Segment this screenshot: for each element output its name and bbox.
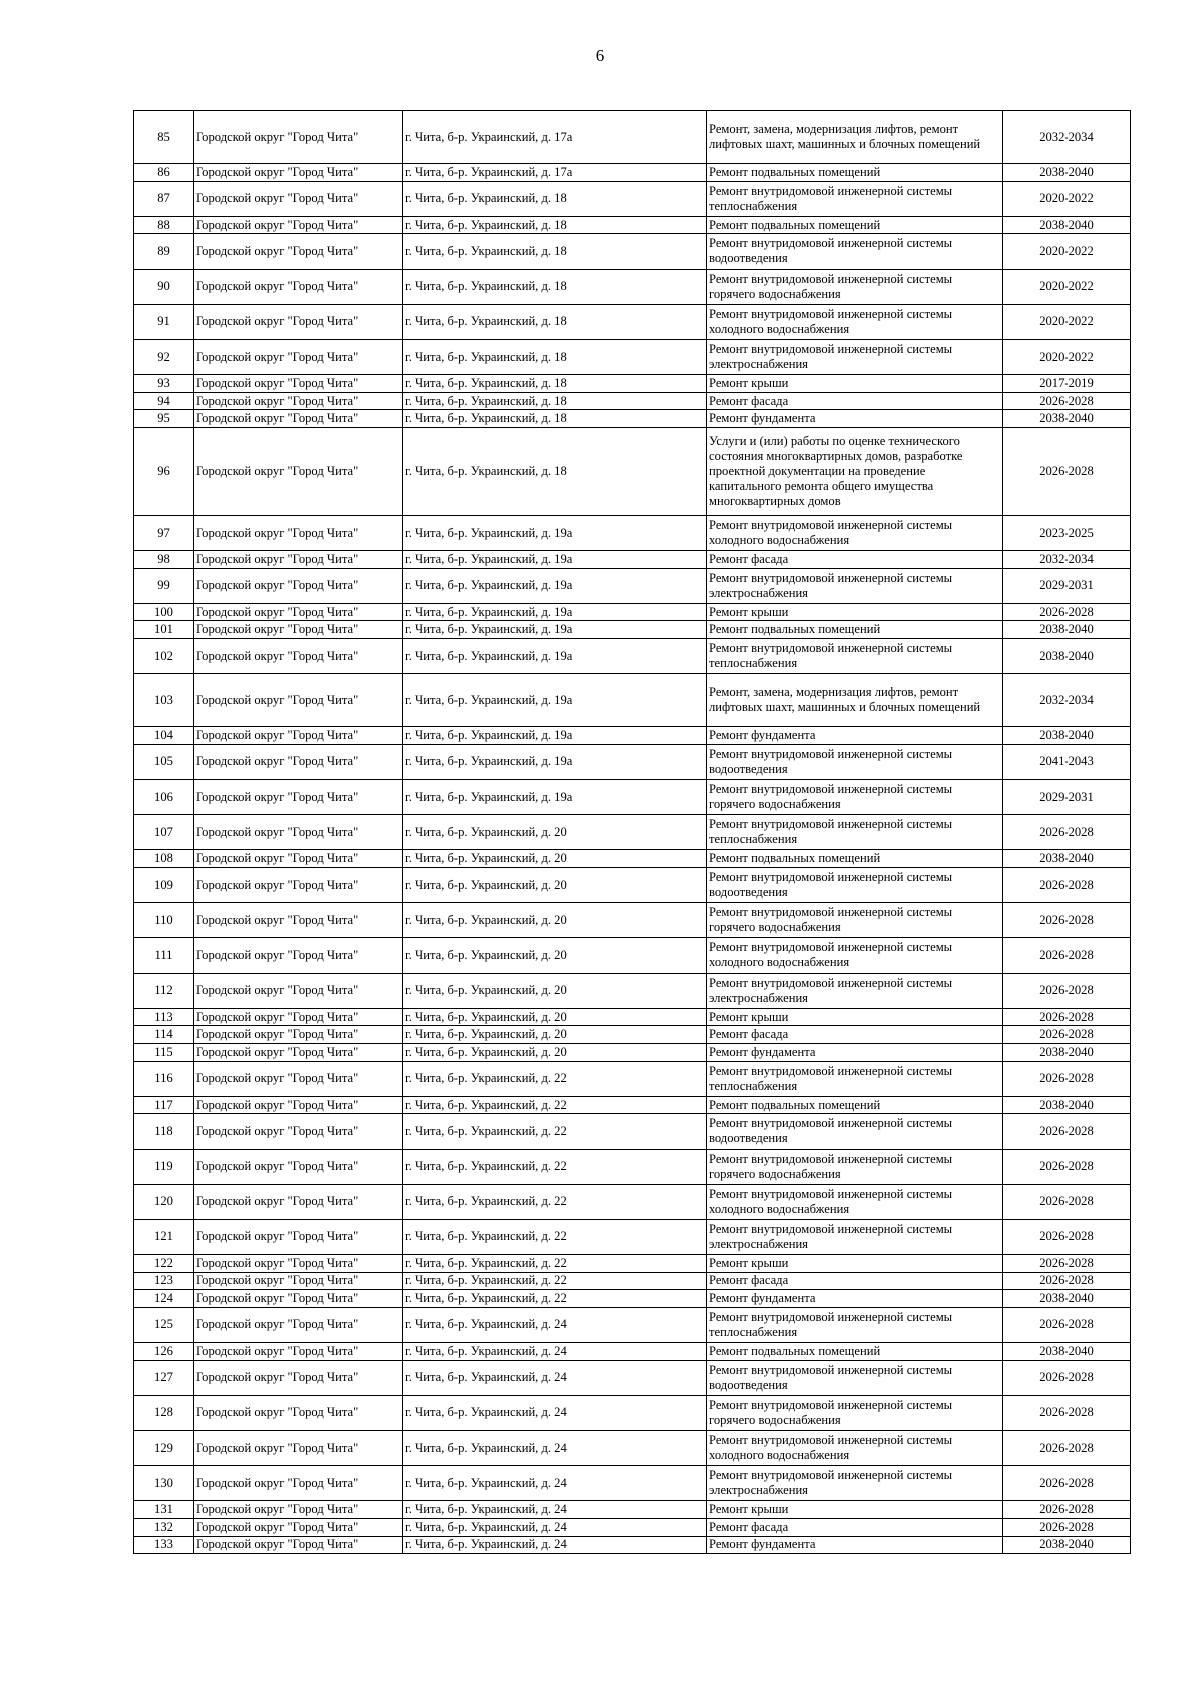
work-type-cell: Ремонт внутридомовой инженерной системы электроснабжения: [707, 1219, 1003, 1254]
municipality-cell: Городской округ "Город Чита": [194, 1096, 403, 1114]
municipality-cell: Городской округ "Город Чита": [194, 1219, 403, 1254]
table-row: [134, 780, 1131, 815]
address-cell: г. Чита, б-р. Украинский, д. 18: [403, 181, 707, 216]
row-number-cell: 101: [134, 621, 194, 639]
period-cell: 2032-2034: [1003, 551, 1131, 569]
work-type-cell: Ремонт крыши: [707, 603, 1003, 621]
work-type-cell: Ремонт подвальных помещений: [707, 216, 1003, 234]
municipality-cell: Городской округ "Город Чита": [194, 1290, 403, 1308]
address-cell: г. Чита, б-р. Украинский, д. 18: [403, 339, 707, 374]
row-number-cell: 99: [134, 568, 194, 603]
municipality-cell: Городской округ "Город Чита": [194, 1501, 403, 1519]
address-cell: г. Чита, б-р. Украинский, д. 18: [403, 269, 707, 304]
municipality-cell: Городской округ "Город Чита": [194, 868, 403, 903]
address-cell: г. Чита, б-р. Украинский, д. 20: [403, 815, 707, 850]
table-row: [134, 304, 1131, 339]
table-row: [134, 392, 1131, 410]
address-cell: г. Чита, б-р. Украинский, д. 19а: [403, 727, 707, 745]
table-row: [134, 269, 1131, 304]
table-row: [134, 1501, 1131, 1519]
table-row: [134, 1518, 1131, 1536]
period-cell: 2038-2040: [1003, 1290, 1131, 1308]
row-number-cell: 90: [134, 269, 194, 304]
period-cell: 2020-2022: [1003, 339, 1131, 374]
municipality-cell: Городской округ "Город Чита": [194, 1307, 403, 1342]
municipality-cell: Городской округ "Город Чита": [194, 815, 403, 850]
work-type-cell: Ремонт внутридомовой инженерной системы горячего водоснабжения: [707, 780, 1003, 815]
period-cell: 2038-2040: [1003, 1343, 1131, 1361]
municipality-cell: Городской округ "Город Чита": [194, 903, 403, 938]
table-row: [134, 339, 1131, 374]
work-type-cell: Ремонт внутридомовой инженерной системы холодного водоснабжения: [707, 515, 1003, 550]
municipality-cell: Городской округ "Город Чита": [194, 181, 403, 216]
address-cell: г. Чита, б-р. Украинский, д. 20: [403, 973, 707, 1008]
municipality-cell: Городской округ "Город Чита": [194, 164, 403, 182]
work-type-cell: Ремонт внутридомовой инженерной системы холодного водоснабжения: [707, 1431, 1003, 1466]
table-row: [134, 1061, 1131, 1096]
row-number-cell: 87: [134, 181, 194, 216]
table-row: [134, 903, 1131, 938]
row-number-cell: 88: [134, 216, 194, 234]
table-row: [134, 1536, 1131, 1554]
table-row: [134, 621, 1131, 639]
municipality-cell: Городской округ "Город Чита": [194, 1043, 403, 1061]
work-type-cell: Ремонт фасада: [707, 1518, 1003, 1536]
row-number-cell: 102: [134, 639, 194, 674]
work-type-cell: Ремонт внутридомовой инженерной системы электроснабжения: [707, 568, 1003, 603]
table-row: [134, 1008, 1131, 1026]
address-cell: г. Чита, б-р. Украинский, д. 22: [403, 1184, 707, 1219]
period-cell: 2038-2040: [1003, 727, 1131, 745]
page-number: 6: [595, 46, 605, 65]
work-type-cell: Ремонт внутридомовой инженерной системы теплоснабжения: [707, 1307, 1003, 1342]
address-cell: г. Чита, б-р. Украинский, д. 20: [403, 903, 707, 938]
address-cell: г. Чита, б-р. Украинский, д. 18: [403, 216, 707, 234]
table-row: [134, 111, 1131, 164]
work-type-cell: Ремонт внутридомовой инженерной системы водоотведения: [707, 744, 1003, 779]
row-number-cell: 103: [134, 674, 194, 727]
municipality-cell: Городской округ "Город Чита": [194, 780, 403, 815]
row-number-cell: 111: [134, 938, 194, 973]
period-cell: 2038-2040: [1003, 639, 1131, 674]
table-row: [134, 551, 1131, 569]
period-cell: 2038-2040: [1003, 1096, 1131, 1114]
period-cell: 2026-2028: [1003, 1255, 1131, 1273]
municipality-cell: Городской округ "Город Чита": [194, 1360, 403, 1395]
table-row: [134, 1043, 1131, 1061]
work-type-cell: Ремонт подвальных помещений: [707, 850, 1003, 868]
table-row: [134, 181, 1131, 216]
work-type-cell: Ремонт внутридомовой инженерной системы горячего водоснабжения: [707, 1149, 1003, 1184]
work-type-cell: Ремонт внутридомовой инженерной системы горячего водоснабжения: [707, 1395, 1003, 1430]
row-number-cell: 97: [134, 515, 194, 550]
period-cell: 2026-2028: [1003, 1008, 1131, 1026]
address-cell: г. Чита, б-р. Украинский, д. 22: [403, 1149, 707, 1184]
work-type-cell: Ремонт внутридомовой инженерной системы холодного водоснабжения: [707, 1184, 1003, 1219]
row-number-cell: 98: [134, 551, 194, 569]
work-type-cell: Ремонт фасада: [707, 551, 1003, 569]
table-row: [134, 744, 1131, 779]
work-type-cell: Ремонт фундамента: [707, 410, 1003, 428]
table-row: [134, 1290, 1131, 1308]
table-row: [134, 568, 1131, 603]
work-type-cell: Услуги и (или) работы по оценке технического состояния многоквартирных домов, разработке проектной документации на проведение капитального ремонта общего имущества многоквартирных домов: [707, 427, 1003, 515]
address-cell: г. Чита, б-р. Украинский, д. 19а: [403, 674, 707, 727]
municipality-cell: Городской округ "Город Чита": [194, 1431, 403, 1466]
period-cell: 2026-2028: [1003, 1501, 1131, 1519]
period-cell: 2026-2028: [1003, 1395, 1131, 1430]
work-type-cell: Ремонт фундамента: [707, 1536, 1003, 1554]
table-row: [134, 603, 1131, 621]
municipality-cell: Городской округ "Город Чита": [194, 111, 403, 164]
period-cell: 2026-2028: [1003, 1518, 1131, 1536]
municipality-cell: Городской округ "Город Чита": [194, 1114, 403, 1149]
row-number-cell: 131: [134, 1501, 194, 1519]
address-cell: г. Чита, б-р. Украинский, д. 24: [403, 1431, 707, 1466]
work-type-cell: Ремонт фасада: [707, 392, 1003, 410]
address-cell: г. Чита, б-р. Украинский, д. 20: [403, 1026, 707, 1044]
table-row: [134, 1360, 1131, 1395]
period-cell: 2026-2028: [1003, 1307, 1131, 1342]
address-cell: г. Чита, б-р. Украинский, д. 19а: [403, 639, 707, 674]
table-row: [134, 375, 1131, 393]
work-type-cell: Ремонт внутридомовой инженерной системы теплоснабжения: [707, 639, 1003, 674]
address-cell: г. Чита, б-р. Украинский, д. 17а: [403, 111, 707, 164]
address-cell: г. Чита, б-р. Украинский, д. 20: [403, 1043, 707, 1061]
period-cell: 2038-2040: [1003, 1043, 1131, 1061]
period-cell: 2026-2028: [1003, 815, 1131, 850]
row-number-cell: 107: [134, 815, 194, 850]
work-type-cell: Ремонт подвальных помещений: [707, 1096, 1003, 1114]
address-cell: г. Чита, б-р. Украинский, д. 22: [403, 1272, 707, 1290]
address-cell: г. Чита, б-р. Украинский, д. 18: [403, 427, 707, 515]
table-row: [134, 1307, 1131, 1342]
work-type-cell: Ремонт внутридомовой инженерной системы горячего водоснабжения: [707, 903, 1003, 938]
work-type-cell: Ремонт внутридомовой инженерной системы электроснабжения: [707, 1466, 1003, 1501]
work-type-cell: Ремонт фасада: [707, 1272, 1003, 1290]
period-cell: 2038-2040: [1003, 216, 1131, 234]
address-cell: г. Чита, б-р. Украинский, д. 19а: [403, 515, 707, 550]
work-type-cell: Ремонт фундамента: [707, 1043, 1003, 1061]
address-cell: г. Чита, б-р. Украинский, д. 18: [403, 375, 707, 393]
table-row: [134, 1395, 1131, 1430]
work-type-cell: Ремонт внутридомовой инженерной системы горячего водоснабжения: [707, 269, 1003, 304]
table-row: [134, 1255, 1131, 1273]
period-cell: 2041-2043: [1003, 744, 1131, 779]
municipality-cell: Городской округ "Город Чита": [194, 339, 403, 374]
table-row: [134, 727, 1131, 745]
work-type-cell: Ремонт внутридомовой инженерной системы холодного водоснабжения: [707, 304, 1003, 339]
period-cell: 2026-2028: [1003, 1431, 1131, 1466]
table-row: [134, 1343, 1131, 1361]
municipality-cell: Городской округ "Город Чита": [194, 568, 403, 603]
table-row: [134, 674, 1131, 727]
period-cell: 2029-2031: [1003, 780, 1131, 815]
period-cell: 2026-2028: [1003, 1272, 1131, 1290]
municipality-cell: Городской округ "Город Чита": [194, 1255, 403, 1273]
municipality-cell: Городской округ "Город Чита": [194, 1061, 403, 1096]
row-number-cell: 121: [134, 1219, 194, 1254]
table-row: [134, 973, 1131, 1008]
table-row: [134, 164, 1131, 182]
row-number-cell: 132: [134, 1518, 194, 1536]
period-cell: 2017-2019: [1003, 375, 1131, 393]
row-number-cell: 96: [134, 427, 194, 515]
municipality-cell: Городской округ "Город Чита": [194, 938, 403, 973]
row-number-cell: 119: [134, 1149, 194, 1184]
row-number-cell: 123: [134, 1272, 194, 1290]
period-cell: 2020-2022: [1003, 181, 1131, 216]
row-number-cell: 100: [134, 603, 194, 621]
row-number-cell: 85: [134, 111, 194, 164]
address-cell: г. Чита, б-р. Украинский, д. 19а: [403, 551, 707, 569]
municipality-cell: Городской округ "Город Чита": [194, 744, 403, 779]
address-cell: г. Чита, б-р. Украинский, д. 22: [403, 1114, 707, 1149]
address-cell: г. Чита, б-р. Украинский, д. 19а: [403, 568, 707, 603]
work-type-cell: Ремонт, замена, модернизация лифтов, ремонт лифтовых шахт, машинных и блочных помещений: [707, 674, 1003, 727]
period-cell: 2038-2040: [1003, 621, 1131, 639]
work-type-cell: Ремонт фундамента: [707, 727, 1003, 745]
address-cell: г. Чита, б-р. Украинский, д. 20: [403, 868, 707, 903]
address-cell: г. Чита, б-р. Украинский, д. 20: [403, 1008, 707, 1026]
municipality-cell: Городской округ "Город Чита": [194, 375, 403, 393]
period-cell: 2026-2028: [1003, 1114, 1131, 1149]
municipality-cell: Городской округ "Город Чита": [194, 269, 403, 304]
row-number-cell: 120: [134, 1184, 194, 1219]
period-cell: 2038-2040: [1003, 850, 1131, 868]
municipality-cell: Городской округ "Город Чита": [194, 621, 403, 639]
address-cell: г. Чита, б-р. Украинский, д. 18: [403, 234, 707, 269]
period-cell: 2026-2028: [1003, 1219, 1131, 1254]
table-row: [134, 1466, 1131, 1501]
work-type-cell: Ремонт фасада: [707, 1026, 1003, 1044]
address-cell: г. Чита, б-р. Украинский, д. 22: [403, 1096, 707, 1114]
row-number-cell: 91: [134, 304, 194, 339]
table-row: [134, 1096, 1131, 1114]
row-number-cell: 110: [134, 903, 194, 938]
municipality-cell: Городской округ "Город Чита": [194, 1395, 403, 1430]
row-number-cell: 129: [134, 1431, 194, 1466]
period-cell: 2023-2025: [1003, 515, 1131, 550]
work-type-cell: Ремонт внутридомовой инженерной системы электроснабжения: [707, 973, 1003, 1008]
address-cell: г. Чита, б-р. Украинский, д. 20: [403, 938, 707, 973]
row-number-cell: 124: [134, 1290, 194, 1308]
municipality-cell: Городской округ "Город Чита": [194, 1466, 403, 1501]
table-row: [134, 515, 1131, 550]
row-number-cell: 105: [134, 744, 194, 779]
municipality-cell: Городской округ "Город Чита": [194, 1343, 403, 1361]
row-number-cell: 92: [134, 339, 194, 374]
work-type-cell: Ремонт крыши: [707, 375, 1003, 393]
period-cell: 2020-2022: [1003, 304, 1131, 339]
row-number-cell: 113: [134, 1008, 194, 1026]
row-number-cell: 133: [134, 1536, 194, 1554]
row-number-cell: 114: [134, 1026, 194, 1044]
address-cell: г. Чита, б-р. Украинский, д. 19а: [403, 780, 707, 815]
work-type-cell: Ремонт внутридомовой инженерной системы теплоснабжения: [707, 815, 1003, 850]
row-number-cell: 118: [134, 1114, 194, 1149]
table-row: [134, 1026, 1131, 1044]
period-cell: 2026-2028: [1003, 1061, 1131, 1096]
address-cell: г. Чита, б-р. Украинский, д. 24: [403, 1307, 707, 1342]
row-number-cell: 112: [134, 973, 194, 1008]
municipality-cell: Городской округ "Город Чита": [194, 515, 403, 550]
address-cell: г. Чита, б-р. Украинский, д. 24: [403, 1360, 707, 1395]
repair-schedule-table: [133, 110, 1131, 1554]
table-row: [134, 234, 1131, 269]
table-row: [134, 639, 1131, 674]
table-row: [134, 938, 1131, 973]
work-type-cell: Ремонт внутридомовой инженерной системы водоотведения: [707, 1114, 1003, 1149]
period-cell: 2026-2028: [1003, 1360, 1131, 1395]
municipality-cell: Городской округ "Город Чита": [194, 304, 403, 339]
municipality-cell: Городской округ "Город Чита": [194, 1149, 403, 1184]
period-cell: 2026-2028: [1003, 1466, 1131, 1501]
row-number-cell: 104: [134, 727, 194, 745]
address-cell: г. Чита, б-р. Украинский, д. 22: [403, 1219, 707, 1254]
row-number-cell: 89: [134, 234, 194, 269]
work-type-cell: Ремонт крыши: [707, 1255, 1003, 1273]
municipality-cell: Городской округ "Город Чита": [194, 1536, 403, 1554]
address-cell: г. Чита, б-р. Украинский, д. 24: [403, 1466, 707, 1501]
address-cell: г. Чита, б-р. Украинский, д. 19а: [403, 603, 707, 621]
municipality-cell: Городской округ "Город Чита": [194, 603, 403, 621]
period-cell: 2026-2028: [1003, 603, 1131, 621]
period-cell: 2038-2040: [1003, 1536, 1131, 1554]
row-number-cell: 127: [134, 1360, 194, 1395]
row-number-cell: 115: [134, 1043, 194, 1061]
work-type-cell: Ремонт внутридомовой инженерной системы теплоснабжения: [707, 1061, 1003, 1096]
table-row: [134, 1272, 1131, 1290]
municipality-cell: Городской округ "Город Чита": [194, 1008, 403, 1026]
work-type-cell: Ремонт внутридомовой инженерной системы водоотведения: [707, 234, 1003, 269]
municipality-cell: Городской округ "Город Чита": [194, 639, 403, 674]
table-row: [134, 868, 1131, 903]
municipality-cell: Городской округ "Город Чита": [194, 973, 403, 1008]
address-cell: г. Чита, б-р. Украинский, д. 19а: [403, 621, 707, 639]
address-cell: г. Чита, б-р. Украинский, д. 19а: [403, 744, 707, 779]
address-cell: г. Чита, б-р. Украинский, д. 18: [403, 410, 707, 428]
row-number-cell: 95: [134, 410, 194, 428]
period-cell: 2026-2028: [1003, 868, 1131, 903]
municipality-cell: Городской округ "Город Чита": [194, 850, 403, 868]
period-cell: 2026-2028: [1003, 1149, 1131, 1184]
work-type-cell: Ремонт внутридомовой инженерной системы холодного водоснабжения: [707, 938, 1003, 973]
municipality-cell: Городской округ "Город Чита": [194, 1184, 403, 1219]
address-cell: г. Чита, б-р. Украинский, д. 20: [403, 850, 707, 868]
period-cell: 2038-2040: [1003, 164, 1131, 182]
table-row: [134, 427, 1131, 515]
row-number-cell: 126: [134, 1343, 194, 1361]
municipality-cell: Городской округ "Город Чита": [194, 392, 403, 410]
address-cell: г. Чита, б-р. Украинский, д. 18: [403, 392, 707, 410]
address-cell: г. Чита, б-р. Украинский, д. 24: [403, 1501, 707, 1519]
row-number-cell: 93: [134, 375, 194, 393]
work-type-cell: Ремонт подвальных помещений: [707, 1343, 1003, 1361]
address-cell: г. Чита, б-р. Украинский, д. 24: [403, 1536, 707, 1554]
municipality-cell: Городской округ "Город Чита": [194, 727, 403, 745]
row-number-cell: 94: [134, 392, 194, 410]
municipality-cell: Городской округ "Город Чита": [194, 1272, 403, 1290]
period-cell: 2026-2028: [1003, 1026, 1131, 1044]
period-cell: 2038-2040: [1003, 410, 1131, 428]
table-row: [134, 1184, 1131, 1219]
period-cell: 2026-2028: [1003, 427, 1131, 515]
row-number-cell: 109: [134, 868, 194, 903]
work-type-cell: Ремонт внутридомовой инженерной системы теплоснабжения: [707, 181, 1003, 216]
table-row: [134, 1149, 1131, 1184]
period-cell: 2032-2034: [1003, 111, 1131, 164]
address-cell: г. Чита, б-р. Украинский, д. 22: [403, 1061, 707, 1096]
address-cell: г. Чита, б-р. Украинский, д. 22: [403, 1290, 707, 1308]
period-cell: 2026-2028: [1003, 973, 1131, 1008]
work-type-cell: Ремонт подвальных помещений: [707, 164, 1003, 182]
row-number-cell: 125: [134, 1307, 194, 1342]
period-cell: 2020-2022: [1003, 269, 1131, 304]
table-row: [134, 1114, 1131, 1149]
period-cell: 2020-2022: [1003, 234, 1131, 269]
period-cell: 2026-2028: [1003, 392, 1131, 410]
municipality-cell: Городской округ "Город Чита": [194, 234, 403, 269]
period-cell: 2026-2028: [1003, 938, 1131, 973]
work-type-cell: Ремонт крыши: [707, 1501, 1003, 1519]
work-type-cell: Ремонт внутридомовой инженерной системы электроснабжения: [707, 339, 1003, 374]
table-body: [134, 111, 1131, 1554]
period-cell: 2026-2028: [1003, 1184, 1131, 1219]
period-cell: 2026-2028: [1003, 903, 1131, 938]
period-cell: 2029-2031: [1003, 568, 1131, 603]
row-number-cell: 130: [134, 1466, 194, 1501]
row-number-cell: 117: [134, 1096, 194, 1114]
period-cell: 2032-2034: [1003, 674, 1131, 727]
row-number-cell: 116: [134, 1061, 194, 1096]
work-type-cell: Ремонт внутридомовой инженерной системы водоотведения: [707, 868, 1003, 903]
row-number-cell: 106: [134, 780, 194, 815]
table-row: [134, 1431, 1131, 1466]
municipality-cell: Городской округ "Город Чита": [194, 1518, 403, 1536]
work-type-cell: Ремонт крыши: [707, 1008, 1003, 1026]
row-number-cell: 122: [134, 1255, 194, 1273]
municipality-cell: Городской округ "Город Чита": [194, 551, 403, 569]
municipality-cell: Городской округ "Город Чита": [194, 216, 403, 234]
row-number-cell: 108: [134, 850, 194, 868]
work-type-cell: Ремонт, замена, модернизация лифтов, ремонт лифтовых шахт, машинных и блочных помещений: [707, 111, 1003, 164]
table-row: [134, 850, 1131, 868]
table-row: [134, 410, 1131, 428]
table-row: [134, 1219, 1131, 1254]
row-number-cell: 128: [134, 1395, 194, 1430]
address-cell: г. Чита, б-р. Украинский, д. 24: [403, 1343, 707, 1361]
municipality-cell: Городской округ "Город Чита": [194, 410, 403, 428]
table-row: [134, 216, 1131, 234]
work-type-cell: Ремонт внутридомовой инженерной системы водоотведения: [707, 1360, 1003, 1395]
address-cell: г. Чита, б-р. Украинский, д. 17а: [403, 164, 707, 182]
address-cell: г. Чита, б-р. Украинский, д. 22: [403, 1255, 707, 1273]
municipality-cell: Городской округ "Город Чита": [194, 427, 403, 515]
municipality-cell: Городской округ "Город Чита": [194, 1026, 403, 1044]
work-type-cell: Ремонт фундамента: [707, 1290, 1003, 1308]
row-number-cell: 86: [134, 164, 194, 182]
address-cell: г. Чита, б-р. Украинский, д. 24: [403, 1395, 707, 1430]
work-type-cell: Ремонт подвальных помещений: [707, 621, 1003, 639]
address-cell: г. Чита, б-р. Украинский, д. 24: [403, 1518, 707, 1536]
table-row: [134, 815, 1131, 850]
municipality-cell: Городской округ "Город Чита": [194, 674, 403, 727]
address-cell: г. Чита, б-р. Украинский, д. 18: [403, 304, 707, 339]
